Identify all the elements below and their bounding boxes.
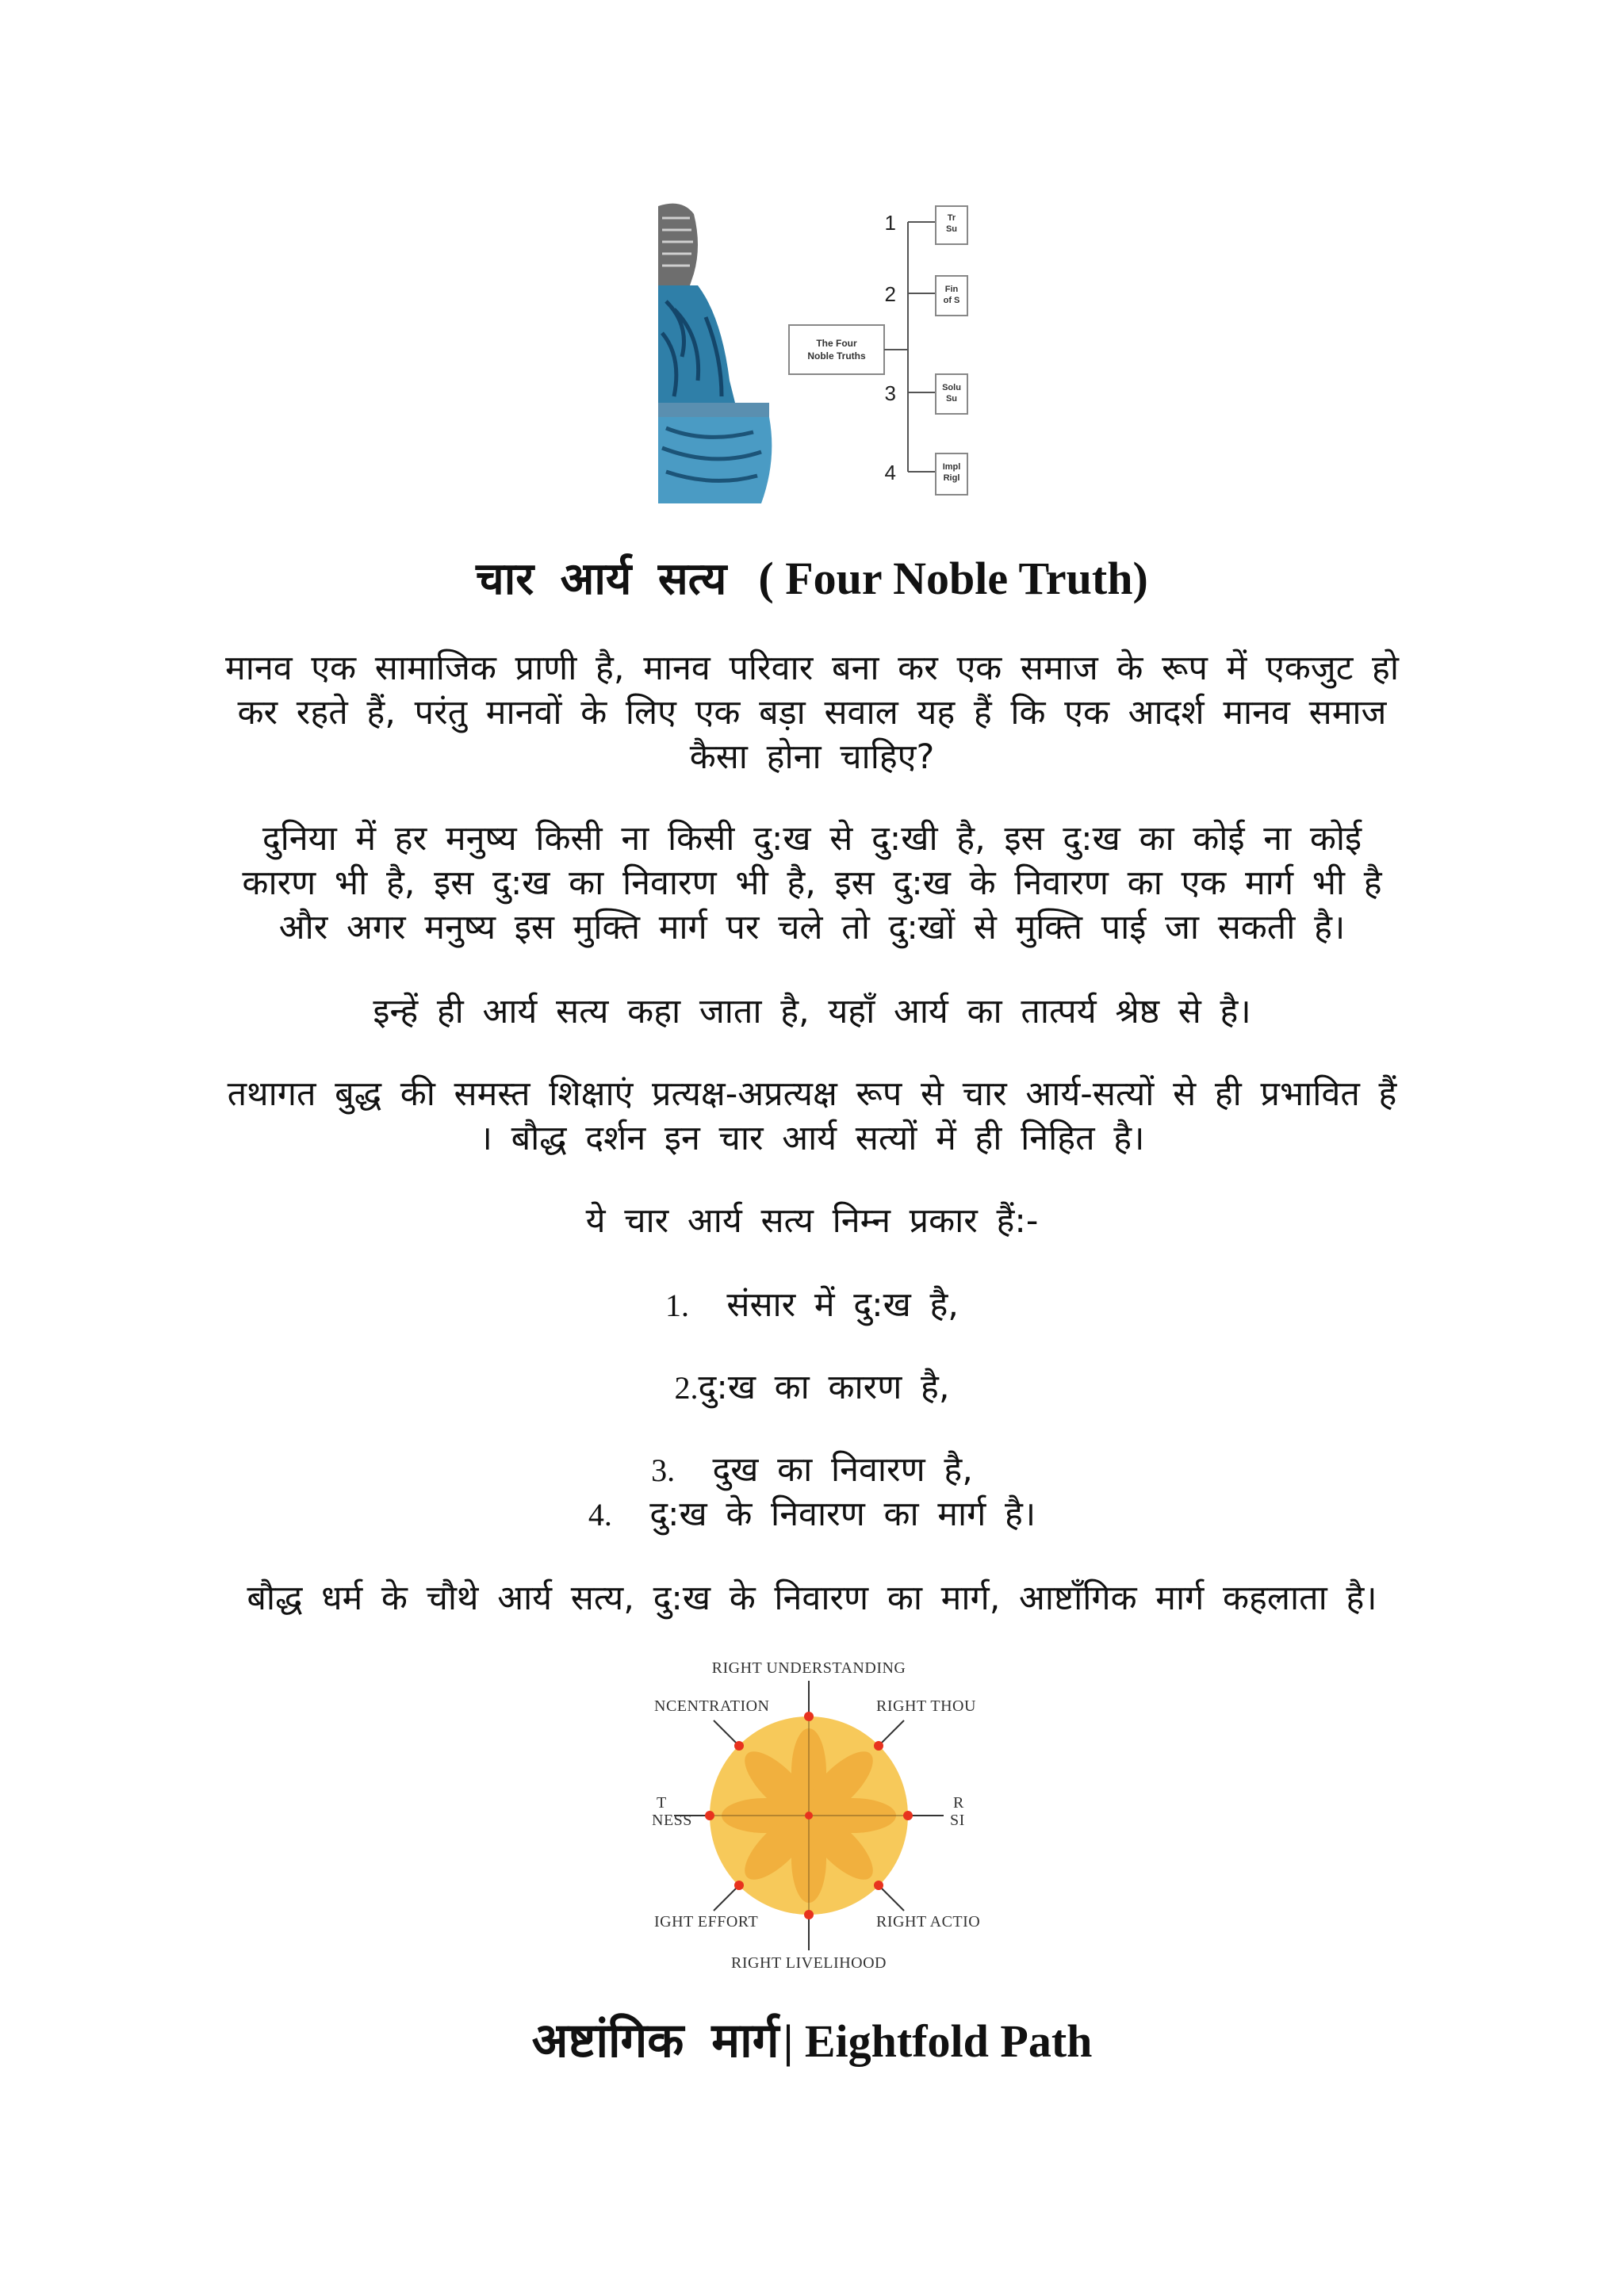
four-noble-truths-figure: [658, 198, 967, 503]
buddha-illustration: [658, 198, 772, 503]
svg-text:Su: Su: [945, 224, 958, 234]
list-item-3: 3. दुख का निवारण है,: [651, 1450, 973, 1490]
svg-text:3: 3: [884, 381, 896, 405]
svg-text:Tr: Tr: [947, 213, 956, 223]
title-english: ( Four Noble Truth): [758, 553, 1148, 604]
eightfold-path-figure: [650, 1657, 981, 1978]
paragraph-3: इन्हें ही आर्य सत्य कहा जाता है, यहाँ आर्य का तात्पर्य श्रेष्ठ से है।: [373, 992, 1251, 1031]
svg-text:4: 4: [884, 461, 896, 484]
list-item-4: 4. दु:ख के निवारण का मार्ग है।: [588, 1494, 1036, 1534]
branch-1: [885, 206, 967, 244]
footer-title-hindi: अष्टांगिक मार्ग: [531, 2013, 779, 2068]
label-right-concentration: NCENTRATION: [654, 1697, 770, 1715]
paragraph-4: तथागत बुद्ध की समस्त शिक्षाएं प्रत्यक्ष-अप्रत्यक्ष रूप से चार आर्य-सत्यों से ही प्रभावित हैं । बौद्ध दर्शन इन चार आर्य सत्यों में ही निहित है।: [227, 1074, 1397, 1158]
svg-text:Impl: Impl: [942, 462, 961, 472]
branch-4: [885, 453, 967, 495]
eightfold-wheel: [650, 1657, 981, 1978]
svg-text:Rigl: Rigl: [943, 473, 960, 483]
paragraph-2: दुनिया में हर मनुष्य किसी ना किसी दु:ख से दु:खी है, इस दु:ख का कोई ना कोई कारण भी है, इस दु:ख का निवारण भी है, इस दु:ख के निवारण का एक मार्ग भी है और अगर मनुष्य इस मुक्ति मार्ग पर चले तो दु:खों से मुक्ति पाई जा सकती है।: [242, 819, 1382, 947]
branch-2: [885, 276, 967, 316]
svg-text:2: 2: [884, 282, 896, 306]
central-box: [789, 325, 884, 374]
label-right-mindfulness-2: NESS: [652, 1812, 692, 1829]
section-title-eightfold: [0, 2006, 1624, 2071]
label-right-speech-1: R: [953, 1794, 964, 1812]
svg-text:Su: Su: [945, 394, 958, 404]
four-noble-truths-diagram: [658, 198, 967, 503]
label-right-action: RIGHT ACTIO: [876, 1913, 981, 1931]
branch-3: [885, 374, 967, 414]
label-right-effort: IGHT EFFORT: [654, 1913, 759, 1931]
central-box-label-2: Noble Truths: [807, 350, 866, 362]
central-box-label-1: The Four: [816, 338, 857, 349]
list-item-1: 1. संसार में दु:ख है,: [665, 1285, 959, 1325]
svg-text:Fin: Fin: [944, 285, 959, 294]
page-title: [0, 547, 1624, 607]
footer-title-english: | Eightfold Path: [783, 2015, 1093, 2067]
label-right-understanding: RIGHT UNDERSTANDING: [711, 1659, 906, 1677]
paragraph-1: मानव एक सामाजिक प्राणी है, मानव परिवार बना कर एक समाज के रूप में एकजुट हो कर रहते हैं, परंतु मानवों के लिए एक बड़ा सवाल यह हैं कि एक आदर्श मानव समाज कैसा होना चाहिए?: [224, 649, 1400, 777]
svg-text:1: 1: [884, 211, 896, 235]
label-right-mindfulness-1: T: [657, 1794, 667, 1812]
list-item-2: 2.दु:ख का कारण है,: [674, 1368, 950, 1407]
paragraph-5: ये चार आर्य सत्य निम्न प्रकार हैं:-: [585, 1201, 1039, 1241]
svg-text:of S: of S: [943, 296, 960, 305]
paragraph-6: बौद्ध धर्म के चौथे आर्य सत्य, दु:ख के निवारण का मार्ग, आष्टाँगिक मार्ग कहलाता है।: [247, 1578, 1377, 1618]
label-right-speech-2: SI: [950, 1812, 965, 1829]
label-right-thought: RIGHT THOU: [876, 1697, 976, 1715]
title-hindi: चार आर्य सत्य: [476, 553, 727, 605]
label-right-livelihood: RIGHT LIVELIHOOD: [731, 1954, 887, 1972]
svg-text:Solu: Solu: [942, 383, 961, 392]
